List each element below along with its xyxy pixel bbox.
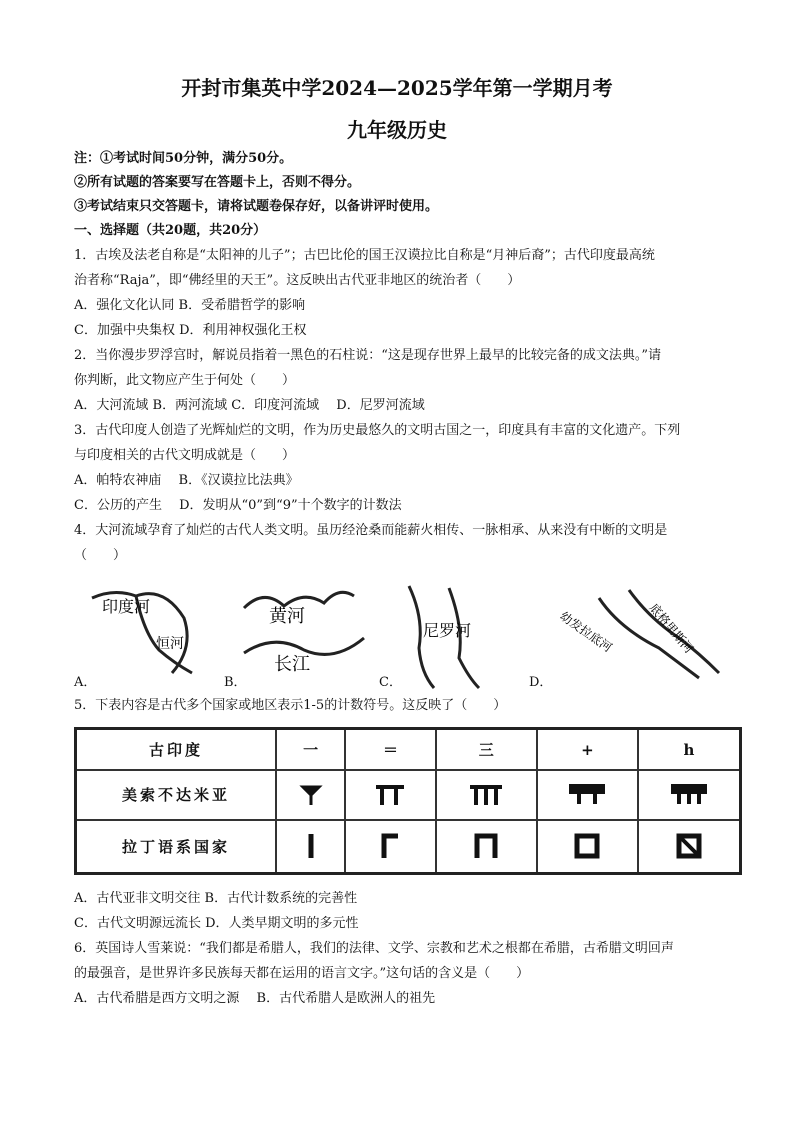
q5-options-cd: C．古代文明源远流长 D．人类早期文明的多元性 — [74, 916, 359, 931]
counting-symbols-table — [74, 727, 742, 875]
map-option-b-label: B． — [224, 675, 247, 690]
river-label-tigris: 底格里斯河 — [646, 600, 697, 656]
map-option-d — [529, 578, 734, 690]
india-rivers-map — [74, 578, 224, 690]
map-option-c-label: C． — [379, 675, 402, 690]
q6-stem-line2: 的最强音，是世界许多民族每天都在运用的语言文字。”这句话的含义是（ ） — [74, 966, 530, 981]
india-symbol-5: h — [638, 729, 741, 771]
latin-symbol-3 — [436, 820, 537, 874]
river-label-ganges: 恒河 — [156, 636, 184, 652]
river-label-indus-1: 印度河 — [102, 597, 151, 616]
row-name-mesopotamia: 美索不达米亚 — [76, 770, 277, 820]
map-option-c — [379, 578, 529, 690]
note-3: ③考试结束只交答题卡，请将试题卷保存好，以备讲评时使用。 — [74, 199, 439, 214]
latin-symbol-4 — [537, 820, 638, 874]
note-1: 注：①考试时间50分钟，满分50分。 — [74, 151, 293, 166]
map-option-a — [74, 578, 224, 690]
exam-subtitle: 九年级历史 — [347, 118, 447, 142]
table-row — [76, 820, 741, 874]
q6-stem-line1: 6．英国诗人雪莱说：“我们都是希腊人，我们的法律、文学、宗教和艺术之根都在希腊，古希腊文明回声 — [74, 941, 674, 956]
exam-title: 开封市集英中学2024—2025学年第一学期月考 — [181, 76, 613, 100]
latin-symbol-5 — [638, 820, 741, 874]
q2-stem-line2: 你判断，此文物应产生于何处（ ） — [74, 373, 296, 388]
river-label-yellow: 黄河 — [269, 606, 305, 627]
q5-options-ab: A．古代亚非文明交往 B．古代计数系统的完善性 — [74, 891, 358, 906]
q4-stem-line1: 4．大河流域孕育了灿烂的古代人类文明。虽历经沧桑而能薪火相传、一脉相承、从来没有中断的文明是 — [74, 523, 668, 538]
cuneiform-symbol-1 — [276, 770, 345, 820]
q6-options-ab: A．古代希腊是西方文明之源 B．古代希腊人是欧洲人的祖先 — [74, 991, 436, 1006]
table-row — [76, 770, 741, 820]
q3-options-ab: A．帕特农神庙 B．《汉谟拉比法典》 — [74, 473, 299, 488]
q4-map-options — [74, 578, 734, 690]
india-symbol-2: ＝ — [345, 729, 436, 771]
cuneiform-symbol-2 — [345, 770, 436, 820]
map-option-a-label: A． — [74, 675, 97, 690]
section-heading: 一、选择题（共20题，共20分） — [74, 223, 267, 238]
india-symbol-4: + — [537, 729, 638, 771]
q1-stem-line2: 治者称“Raja”，即“佛经里的天王”。这反映出古代亚非地区的统治者（ ） — [74, 273, 521, 288]
river-label-nile: 尼罗河 — [423, 621, 472, 640]
cuneiform-symbol-3 — [436, 770, 537, 820]
q2-stem-line1: 2．当你漫步罗浮宫时，解说员指着一黑色的石柱说：“这是现存世界上最早的比较完备的成文法典。”请 — [74, 348, 662, 363]
q2-options: A．大河流域 B．两河流域 C．印度河流域 D．尼罗河流域 — [74, 398, 425, 413]
q3-stem-line2: 与印度相关的古代文明成就是（ ） — [74, 448, 296, 463]
cuneiform-symbol-5 — [638, 770, 741, 820]
q1-options-cd: C．加强中央集权 D．利用神权强化王权 — [74, 323, 307, 338]
map-option-d-label: D． — [529, 675, 553, 690]
china-rivers-map — [224, 578, 384, 690]
note-2: ②所有试题的答案要写在答题卡上，否则不得分。 — [74, 175, 361, 190]
q1-options-ab: A．强化文化认同 B．受希腊哲学的影响 — [74, 298, 306, 313]
india-symbol-1: 一 — [276, 729, 345, 771]
q4-stem-line2: （ ） — [74, 548, 127, 563]
river-label-yangtze: 长江 — [274, 654, 310, 675]
latin-symbol-2 — [345, 820, 436, 874]
q1-stem-line1: 1．古埃及法老自称是“太阳神的儿子”；古巴比伦的国王汉谟拉比自称是“月神后裔”；古代印度最高统 — [74, 248, 655, 263]
latin-symbol-1 — [276, 820, 345, 874]
row-name-latin: 拉丁语系国家 — [76, 820, 277, 874]
mesopotamia-rivers-map — [529, 578, 734, 690]
table-row — [76, 729, 741, 771]
map-option-b — [224, 578, 384, 690]
cuneiform-symbol-4 — [537, 770, 638, 820]
q5-stem: 5．下表内容是古代多个国家或地区表示1-5的计数符号。这反映了（ ） — [74, 698, 507, 713]
river-label-euphrates: 幼发拉底河 — [557, 608, 615, 655]
q3-options-cd: C．公历的产生 D．发明从“0”到“9”十个数字的计数法 — [74, 498, 402, 513]
india-symbol-3: 三 — [436, 729, 537, 771]
row-name-india: 古印度 — [76, 729, 277, 771]
q3-stem-line1: 3．古代印度人创造了光辉灿烂的文明，作为历史最悠久的文明古国之一，印度具有丰富的文化遗产。下列 — [74, 423, 681, 438]
